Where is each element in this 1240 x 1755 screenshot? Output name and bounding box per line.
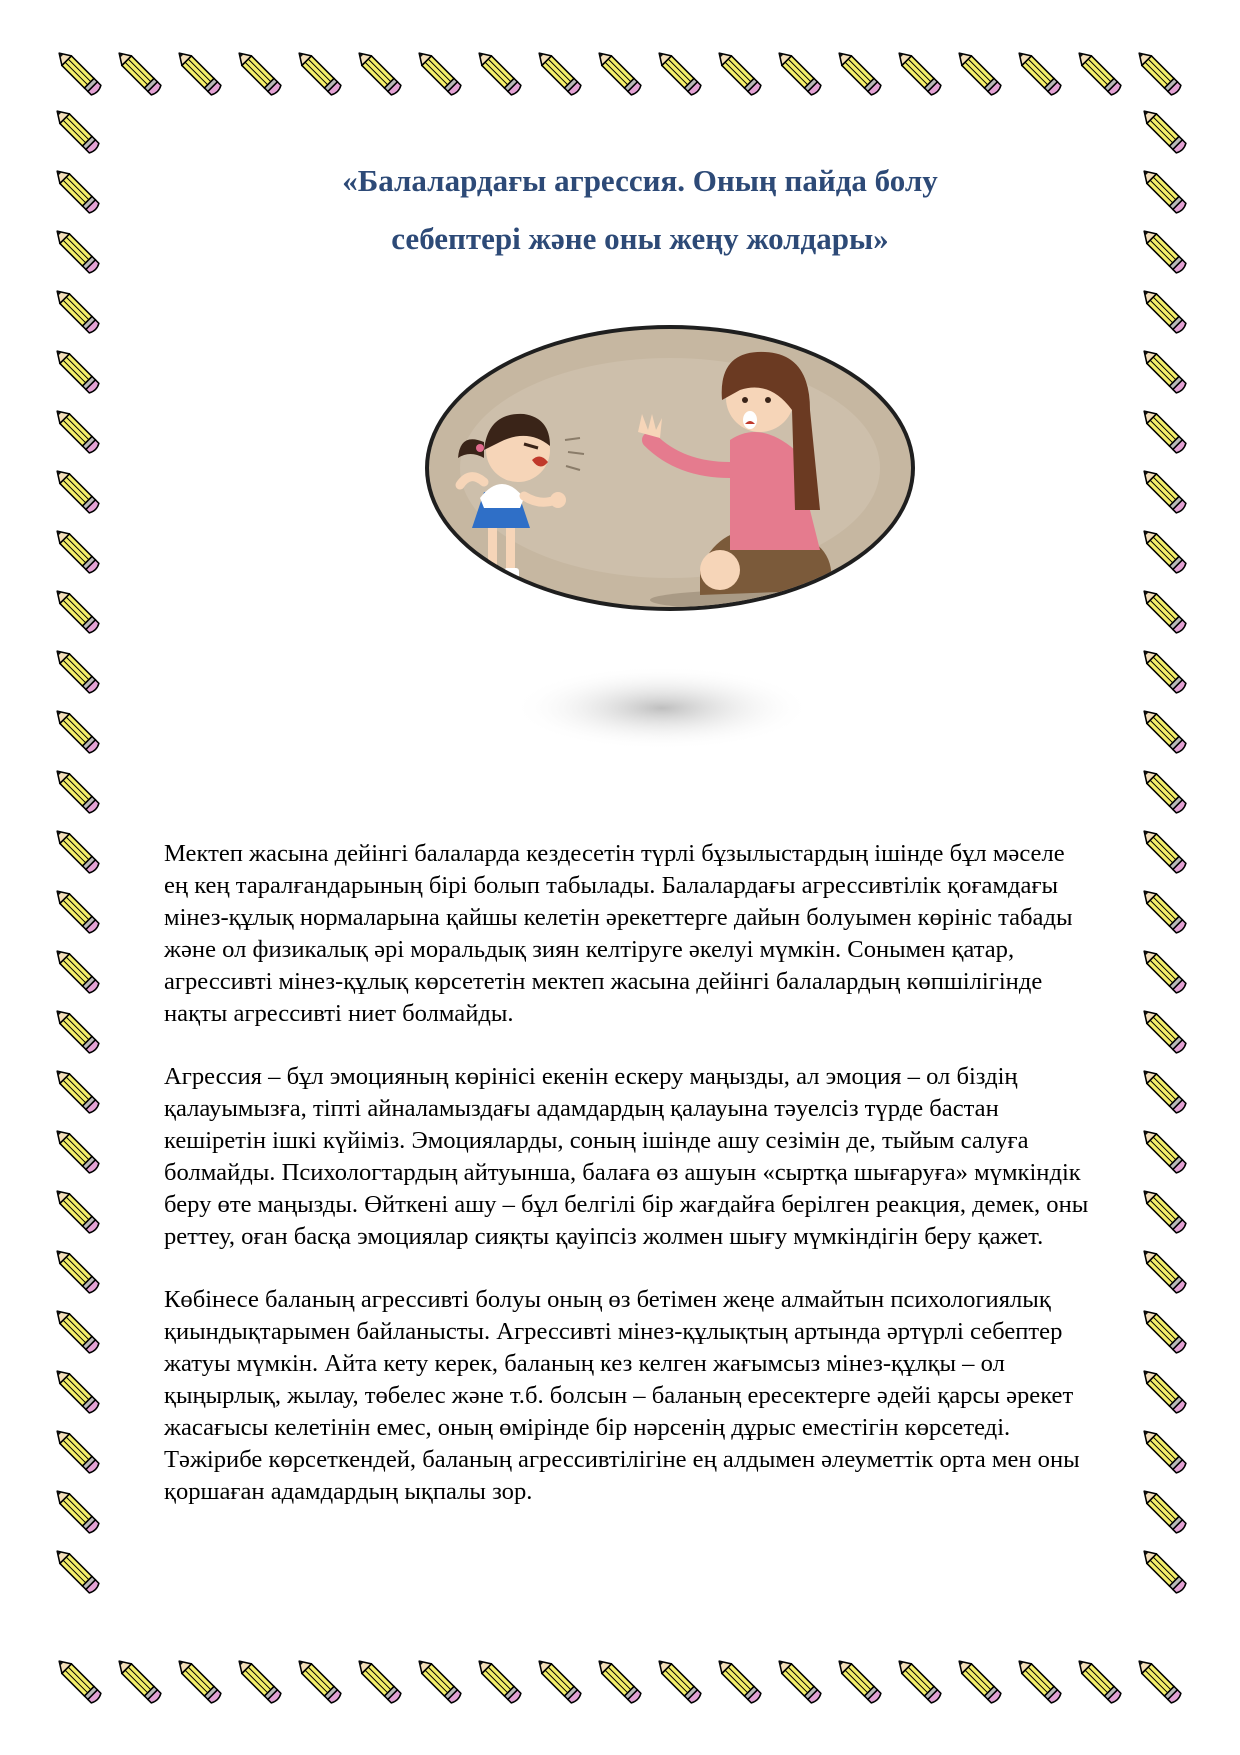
angry-child-and-mother-illustration [400, 320, 940, 770]
pencil-icon [48, 102, 106, 160]
pencil-icon [48, 162, 106, 220]
pencil-icon [710, 44, 768, 102]
pencil-icon [1135, 762, 1193, 820]
pencil-icon [1135, 942, 1193, 1000]
pencil-icon [48, 1362, 106, 1420]
pencil-icon [48, 342, 106, 400]
pencil-icon [590, 1652, 648, 1710]
pencil-icon [1135, 1122, 1193, 1180]
title-line: себептері және оны жеңу жолдары» [391, 221, 889, 256]
pencil-icon [48, 1002, 106, 1060]
pencil-icon [48, 582, 106, 640]
pencil-icon [770, 1652, 828, 1710]
pencil-icon [110, 1652, 168, 1710]
pencil-icon [230, 1652, 288, 1710]
pencil-icon [48, 762, 106, 820]
pencil-icon [50, 44, 108, 102]
pencil-icon [1135, 1002, 1193, 1060]
pencil-icon [1135, 642, 1193, 700]
pencil-icon [48, 1542, 106, 1600]
pencil-icon [230, 44, 288, 102]
pencil-icon [48, 1302, 106, 1360]
floor-shadow [512, 666, 812, 750]
pencil-icon [1135, 522, 1193, 580]
paragraph: Көбінесе баланың агрессивті болуы оның өз бетімен жеңе алмайтын психологиялық қиындықтарымен байланысты. Агрессивті мінез-құлықтың артында әртүрлі себептер жатуы мүмкін. Айта кету керек, баланың кез келген жағымсыз мінез-құлқы – ол қыңырлық, жылау, төбелес және т.б. болсын – баланың ересектерге әдейі қарсы әрекет жасағысы келетінін емес, оның өмірінде бір нәрсенің дұрыс еместігін көрсетеді. Тәжірибе көрсеткендей, баланың агрессивтілігіне ең алдымен әлеуметтік орта мен оны қоршаған адамдардың ықпалы зор. [164, 1286, 1080, 1505]
pencil-icon [1135, 1542, 1193, 1600]
pencil-icon [1135, 882, 1193, 940]
pencil-icon [1135, 402, 1193, 460]
pencil-icon [650, 44, 708, 102]
pencil-icon [290, 1652, 348, 1710]
pencil-icon [48, 402, 106, 460]
pencil-icon [48, 462, 106, 520]
pencil-icon [48, 1062, 106, 1120]
pencil-icon [1135, 282, 1193, 340]
pencil-icon [170, 1652, 228, 1710]
pencil-icon [350, 44, 408, 102]
pencil-icon [1135, 222, 1193, 280]
pencil-icon [48, 822, 106, 880]
pencil-icon [890, 1652, 948, 1710]
pencil-icon [1070, 44, 1128, 102]
paragraph: Агрессия – бұл эмоцияның көрінісі екенін ескеру маңызды, ал эмоция – ол біздің қалауымызға, тіпті айналамыздағы адамдардың қалауына тәуелсіз түрде бастан кешіретін ішкі күйіміз. Эмоцияларды, соның ішінде ашу сезімін де, тыйым салуға болмайды. Психологтардың айтуынша, балаға өз ашуын «сыртқа шығаруға» мүмкіндік беру өте маңызды. Өйткені ашу – бұл белгілі бір жағдайға берілген реакция, демек, оны реттеу, оған басқа эмоциялар сияқты қауіпсіз жолмен шығу мүмкіндігін беру қажет. [164, 1063, 1089, 1250]
pencil-icon [1070, 1652, 1128, 1710]
pencil-icon [1135, 1302, 1193, 1360]
pencil-icon [48, 1242, 106, 1300]
pencil-icon [1135, 102, 1193, 160]
pencil-icon [1010, 44, 1068, 102]
pencil-icon [1135, 342, 1193, 400]
pencil-icon [410, 1652, 468, 1710]
pencil-icon [48, 282, 106, 340]
pencil-icon [1135, 1242, 1193, 1300]
pencil-icon [890, 44, 948, 102]
pencil-icon [530, 44, 588, 102]
pencil-icon [530, 1652, 588, 1710]
pencil-icon [48, 702, 106, 760]
pencil-icon [1135, 1362, 1193, 1420]
pencil-icon [1135, 1182, 1193, 1240]
pencil-icon [650, 1652, 708, 1710]
pencil-icon [770, 44, 828, 102]
pencil-icon [350, 1652, 408, 1710]
pencil-icon [290, 44, 348, 102]
pencil-icon [470, 1652, 528, 1710]
pencil-icon [48, 942, 106, 1000]
pencil-icon [110, 44, 168, 102]
pencil-icon [470, 44, 528, 102]
pencil-icon [590, 44, 648, 102]
pencil-icon [48, 1482, 106, 1540]
page-title [240, 152, 1040, 268]
pencil-icon [1010, 1652, 1068, 1710]
pencil-icon [950, 44, 1008, 102]
pencil-icon [48, 1122, 106, 1180]
pencil-icon [48, 642, 106, 700]
pencil-icon [830, 44, 888, 102]
pencil-icon [170, 44, 228, 102]
pencil-icon [410, 44, 468, 102]
pencil-icon [1135, 1482, 1193, 1540]
pencil-icon [1135, 162, 1193, 220]
pencil-icon [1135, 462, 1193, 520]
pencil-icon [1135, 702, 1193, 760]
title-line: «Балалардағы агрессия. Оның пайда болу [342, 163, 938, 198]
pencil-icon [830, 1652, 888, 1710]
article-body [164, 838, 1094, 1539]
pencil-icon [48, 1422, 106, 1480]
pencil-icon [50, 1652, 108, 1710]
pencil-icon [1135, 582, 1193, 640]
pencil-icon [1135, 822, 1193, 880]
pencil-icon [1130, 1652, 1188, 1710]
pencil-icon [1135, 1062, 1193, 1120]
pencil-icon [710, 1652, 768, 1710]
pencil-icon [1130, 44, 1188, 102]
paragraph: Мектеп жасына дейінгі балаларда кездесетін түрлі бұзылыстардың ішінде бұл мәселе ең кең таралғандарының бірі болып табылады. Балалардағы агрессивтілік қоғамдағы мінез-құлық нормаларына қайшы келетін әрекеттерге дайын болуымен көрініс табады және ол физикалық әрі моральдық зиян келтіруге әкелуі мүмкін. Сонымен қатар, агрессивті мінез-құлық көрсететін мектеп жасына дейінгі балалардың көпшілігінде нақты агрессивті ниет болмайды. [164, 840, 1073, 1027]
pencil-icon [48, 882, 106, 940]
pencil-icon [48, 222, 106, 280]
pencil-icon [48, 1182, 106, 1240]
pencil-icon [48, 522, 106, 580]
pencil-icon [1135, 1422, 1193, 1480]
pencil-icon [950, 1652, 1008, 1710]
